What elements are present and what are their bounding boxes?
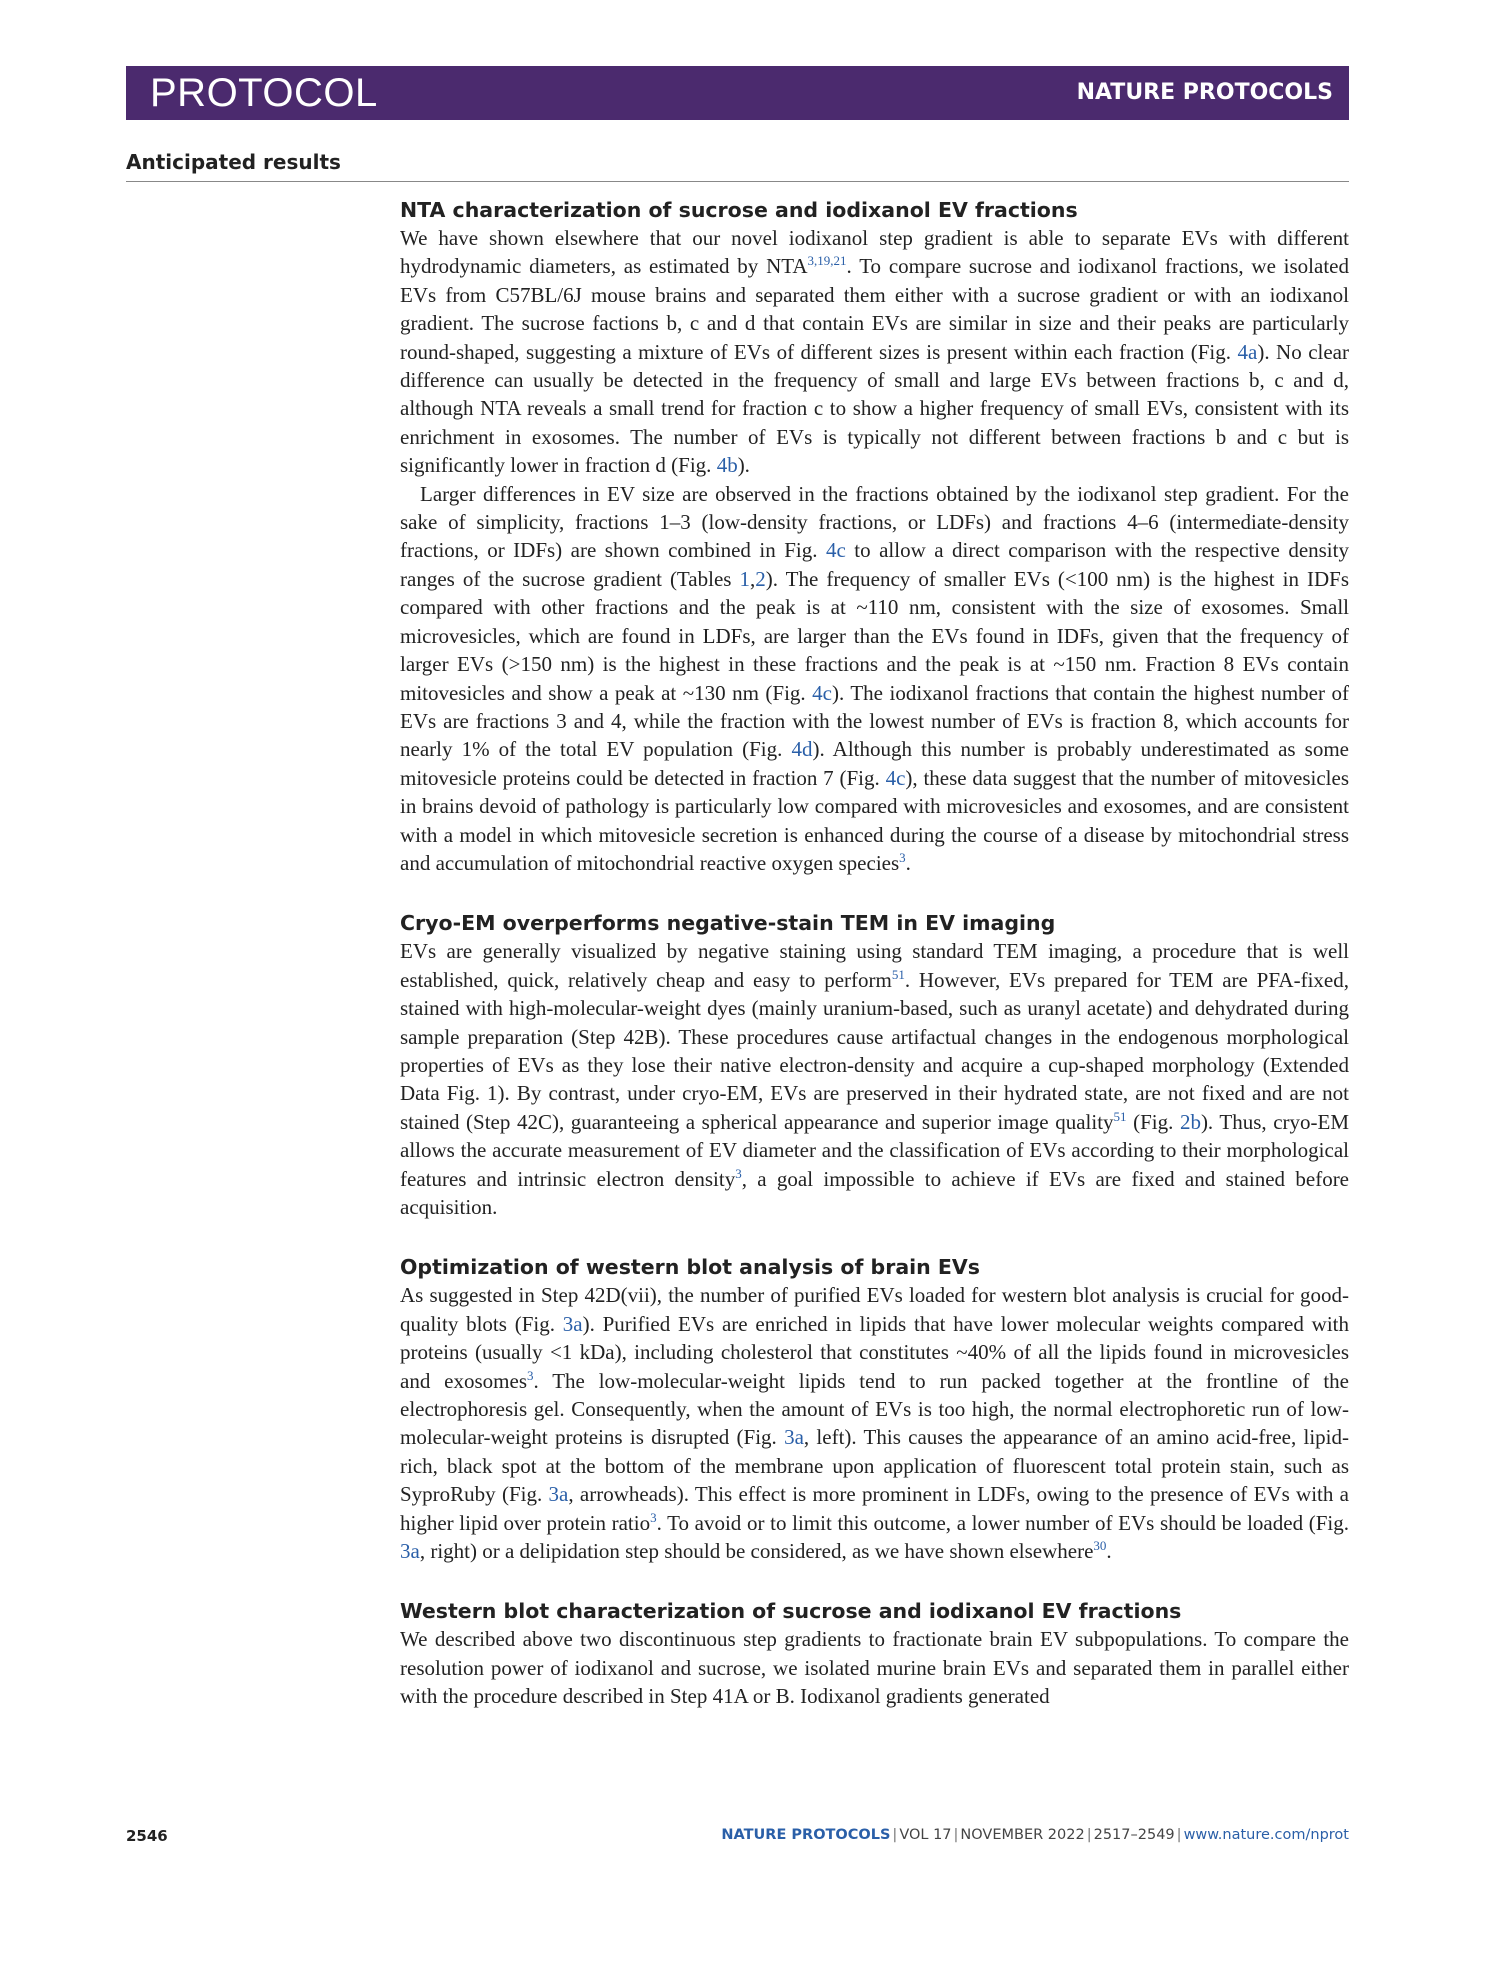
citation[interactable]: 30 <box>1093 1538 1107 1554</box>
page-number: 2546 <box>126 1827 168 1845</box>
figure-link[interactable]: 4c <box>812 680 832 705</box>
table-link[interactable]: 1 <box>739 566 750 591</box>
section-label: PROTOCOL <box>150 71 378 115</box>
subsection-title-western-blot-optimization: Optimization of western blot analysis of brain EVs <box>400 1255 980 1280</box>
journal-name: NATURE PROTOCOLS <box>1076 80 1333 105</box>
figure-link[interactable]: 3a <box>784 1425 804 1450</box>
figure-link[interactable]: 4b <box>716 453 738 478</box>
citation[interactable]: 51 <box>1113 1108 1127 1124</box>
section-divider <box>126 181 1349 182</box>
figure-link[interactable]: 4d <box>791 737 813 762</box>
article-body <box>400 196 1349 1711</box>
subsection-title-cryo-em: Cryo-EM overperforms negative-stain TEM in EV imaging <box>400 911 1056 936</box>
footer-pages: 2517–2549 <box>1093 1827 1175 1843</box>
figure-link[interactable]: 3a <box>562 1311 583 1336</box>
citation[interactable]: 3,19,21 <box>807 253 847 269</box>
footer-volume: VOL 17 <box>899 1827 952 1843</box>
paragraph-cryo-em: EVs are generally visualized by negative staining using standard TEM imaging, a procedure that is well established, quick, relatively cheap and easy to perform$^{51}$. However, EVs prepared for TEM are PFA-fixed, stained with high-molecular-weight dyes (mainly uranium-based, such as uranyl acetate) and dehydrated during sample preparation (Step 42B). These procedures cause artifactual changes in the endogenous morphological properties of EVs as they lose their native electron-density and acquire a cup-shaped morphology (Extended Data Fig. 1). By contrast, under cryo-EM, EVs are preserved in their hydrated state, are not fixed and are not stained (Step 42C), guaranteeing a spherical appearance and superior image quality$^{51}$ (Fig. 2b). Thus, cryo-EM allows the accurate measurement of EV diameter and the classification of EVs according to their morphological features and intrinsic electron density$^3$, a goal impossible to achieve if EVs are fixed and stained before acquisition. <box>400 939 1350 1219</box>
citation[interactable]: 3 <box>735 1165 742 1181</box>
header-banner <box>126 66 1349 120</box>
footer-url-link[interactable]: www.nature.com/nprot <box>1183 1827 1349 1843</box>
subsection-title-western-blot-characterization: Western blot characterization of sucrose and iodixanol EV fractions <box>400 1599 1182 1624</box>
citation[interactable]: 3 <box>650 1509 657 1525</box>
table-link[interactable]: 2 <box>755 566 766 591</box>
citation[interactable]: 3 <box>527 1367 534 1383</box>
paragraph-nta-2: Larger differences in EV size are observed in the fractions obtained by the iodixanol step gradient. For the sake of simplicity, fractions 1–3 (low-density fractions, or LDFs) and fractions 4–6 (intermediate-density fractions, or IDFs) are shown combined in Fig. 4c to allow a direct comparison with the respective density ranges of the sucrose gradient (Tables 1,2). The frequency of smaller EVs (<100 nm) is the highest in IDFs compared with other fractions and the peak is at ~110 nm, consistent with the size of exosomes. Small microvesicles, which are found in LDFs, are larger than the EVs found in IDFs, given that the frequency of larger EVs (>150 nm) is the highest in these fractions and the peak is at ~150 nm. Fraction 8 EVs contain mitovesicles and show a peak at ~130 nm (Fig. 4c). The iodixanol fractions that contain the highest number of EVs are fractions 3 and 4, while the fraction with the lowest number of EVs is fraction 8, which accounts for nearly 1% of the total EV population (Fig. 4d). Although this number is probably underestimated as some mitovesicle proteins could be detected in fraction 7 (Fig. 4c), these data suggest that the number of mitovesicles in brains devoid of pathology is particularly low compared with microvesicles and exosomes, and are consistent with a model in which mitovesicle secretion is enhanced during the course of a disease by mitochondrial stress and accumulation of mitochondrial reactive oxygen species$^3$. <box>400 481 1350 875</box>
figure-link[interactable]: 4c <box>825 538 846 563</box>
section-heading: Anticipated results <box>126 150 341 174</box>
citation[interactable]: 3 <box>899 849 906 865</box>
footer-citation: NATURE PROTOCOLS | VOL 17 | NOVEMBER 2022 | 2517–2549 | www.nature.com/nprot <box>721 1827 1349 1843</box>
figure-link[interactable]: 4a <box>1237 339 1258 364</box>
figure-link[interactable]: 4c <box>885 765 906 790</box>
footer-date: NOVEMBER 2022 <box>960 1827 1085 1843</box>
subsection-title-nta: NTA characterization of sucrose and iodixanol EV fractions <box>400 198 1078 222</box>
figure-link[interactable]: 2b <box>1179 1109 1201 1134</box>
paragraph-western-blot-optimization: As suggested in Step 42D(vii), the number of purified EVs loaded for western blot analysis is crucial for good-quality blots (Fig. 3a). Purified EVs are enriched in lipids that have lower molecular weights compared with proteins (usually <1 kDa), including cholesterol that constitutes ~40% of all the lipids found in microvesicles and exosomes$^3$. The low-molecular-weight lipids tend to run packed together at the frontline of the electrophoresis gel. Consequently, when the amount of EVs is too high, the normal electrophoretic run of low-molecular-weight proteins is disrupted (Fig. 3a, left). This causes the appearance of an amino acid-free, lipid-rich, black spot at the bottom of the membrane upon application of fluorescent total protein stain, such as SyproRuby (Fig. 3a, arrowheads). This effect is more prominent in LDFs, owing to the presence of EVs with a higher lipid over protein ratio$^3$. To avoid or to limit this outcome, a lower number of EVs should be loaded (Fig. 3a, right) or a delipidation step should be considered, as we have shown elsewhere$^{30}$. <box>400 1283 1350 1564</box>
paragraph-nta-1: We have shown elsewhere that our novel iodixanol step gradient is able to separate EVs with different hydrodynamic diameters, as estimated by NTA$^{3,19,21}$. To compare sucrose and iodixanol fractions, we isolated EVs from C57BL/6J mouse brains and separated them either with a sucrose gradient or with an iodixanol gradient. The sucrose factions b, c and d that contain EVs are similar in size and their peaks are particularly round-shaped, suggesting a mixture of EVs of different sizes is present within each fraction (Fig. 4a). No clear difference can usually be detected in the frequency of small and large EVs between fractions b, c and d, although NTA reveals a small trend for fraction c to show a higher frequency of small EVs, consistent with its enrichment in exosomes. The number of EVs is typically not different between fractions b and c but is significantly lower in fraction d (Fig. 4b). <box>400 226 1349 478</box>
footer-journal: NATURE PROTOCOLS <box>721 1827 891 1843</box>
citation[interactable]: 51 <box>891 966 905 982</box>
figure-link[interactable]: 3a <box>548 1482 569 1507</box>
paragraph-western-blot-characterization: We described above two discontinuous step gradients to fractionate brain EV subpopulations. To compare the resolution power of iodixanol and sucrose, we isolated murine brain EVs and separated them in parallel either with the procedure described in Step 41A or B. Iodixanol gradients generated <box>400 1627 1349 1709</box>
figure-link[interactable]: 3a <box>400 1539 420 1564</box>
